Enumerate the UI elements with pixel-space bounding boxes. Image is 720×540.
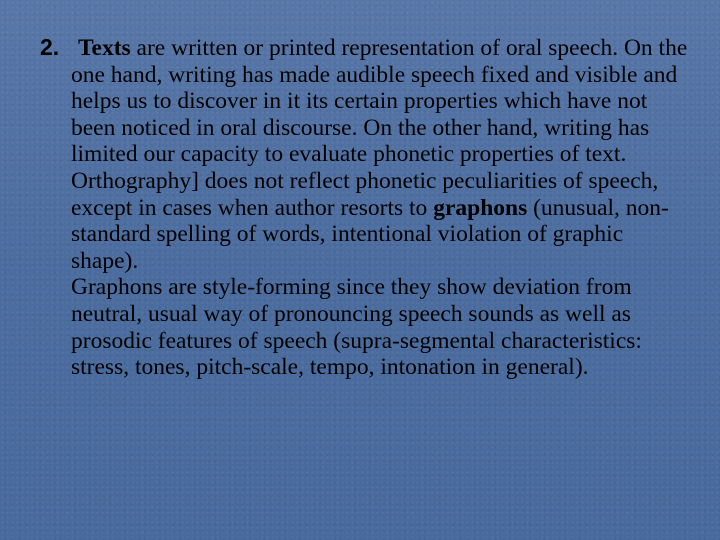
paragraph-texts: [40, 34, 695, 274]
slide-content: [40, 34, 695, 381]
term-graphons: graphons: [433, 194, 528, 221]
term-texts: Texts: [78, 35, 131, 61]
paragraph-graphons: Graphons are style-forming since they show deviation from neutral, usual way of pronouncing speech sounds as well as prosodic features of speech (supra-segmental characteristics: stress, tones, pitch-scale, tempo, intonation in general).: [71, 274, 642, 381]
paragraph-text-2: (unusual, non-standard spelling of words, intentional violation of graphic shape).: [71, 194, 669, 274]
paragraph-text-1: are written or printed representation of oral speech. On the one hand, writing has made audible speech fixed and visible and helps us to discover in it its certain properties which have not been noticed in oral discourse. On the other hand, writing has limited our capacity to evaluate phonetic properties of text. Orthography] does not reflect phonetic peculiarities of speech, except in cases when author resorts to: [71, 35, 688, 221]
item-number: 2.: [40, 34, 60, 60]
